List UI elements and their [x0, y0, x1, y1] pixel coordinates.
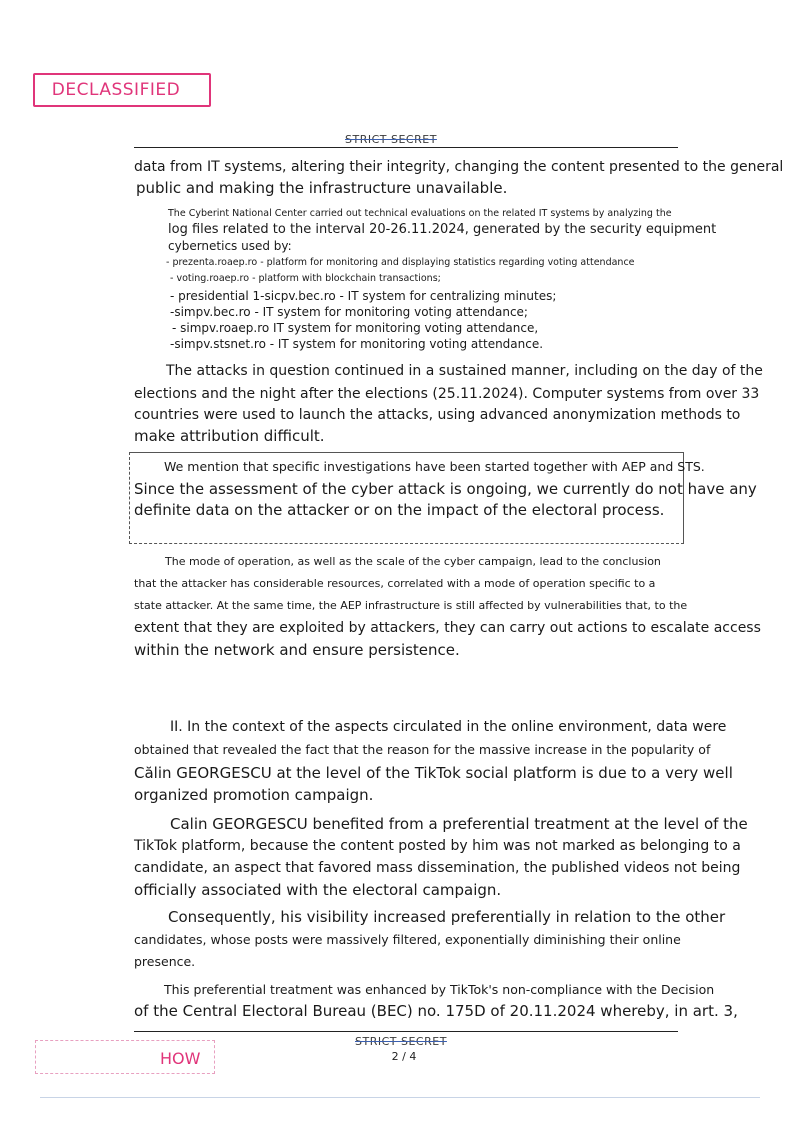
paragraph-line: of the Central Electoral Bureau (BEC) no. 175D of 20.11.2024 whereby, in art. 3, [134, 1002, 738, 1020]
paragraph-line: presence. [134, 954, 196, 969]
paragraph-line: extent that they are exploited by attackers, they can carry out actions to escalate access [134, 620, 761, 636]
paragraph-line: countries were used to launch the attacks, using advanced anonymization methods to [134, 407, 741, 423]
paragraph-line: The attacks in question continued in a sustained manner, including on the day of the [166, 363, 763, 379]
paragraph-line: organized promotion campaign. [134, 786, 374, 804]
paragraph-line: that the attacker has considerable resources, correlated with a mode of operation specific to a [134, 577, 656, 590]
paragraph-line: The mode of operation, as well as the scale of the cyber campaign, lead to the conclusion [165, 555, 661, 568]
list-item: - voting.roaep.ro - platform with blockchain transactions; [170, 273, 441, 284]
footer-classification: STRICT SECRET [355, 1035, 447, 1048]
page-bottom-line [40, 1097, 760, 1098]
list-item: - presidential 1-sicpv.bec.ro - IT system for centralizing minutes; [170, 289, 557, 303]
list-item: - simpv.roaep.ro IT system for monitoring voting attendance, [172, 321, 539, 335]
paragraph-line: within the network and ensure persistence. [134, 641, 460, 659]
paragraph-line: cybernetics used by: [168, 239, 292, 253]
paragraph-line: Călin GEORGESCU at the level of the TikTok social platform is due to a very well [134, 764, 733, 782]
paragraph-line: elections and the night after the elections (25.11.2024). Computer systems from over 33 [134, 386, 760, 402]
paragraph-line: obtained that revealed the fact that the reason for the massive increase in the popularity of [134, 742, 711, 757]
footer-stamp-label: HOW [160, 1049, 201, 1068]
paragraph-line: Calin GEORGESCU benefited from a preferential treatment at the level of the [170, 815, 748, 833]
paragraph-line: We mention that specific investigations have been started together with AEP and STS. [164, 459, 705, 474]
paragraph-line: log files related to the interval 20-26.11.2024, generated by the security equipment [168, 222, 717, 237]
header-rule [134, 147, 678, 148]
paragraph-line: definite data on the attacker or on the impact of the electoral process. [134, 501, 665, 519]
list-item: -simpv.bec.ro - IT system for monitoring voting attendance; [170, 305, 528, 319]
paragraph-line: public and making the infrastructure unavailable. [136, 179, 508, 197]
footer-rule [134, 1031, 678, 1032]
paragraph-line: II. In the context of the aspects circulated in the online environment, data were [170, 719, 727, 735]
list-item: - prezenta.roaep.ro - platform for monitoring and displaying statistics regarding voting attendance [166, 257, 635, 268]
paragraph-line: candidates, whose posts were massively filtered, exponentially diminishing their online [134, 932, 681, 947]
declassified-stamp-label: DECLASSIFIED [51, 80, 181, 100]
paragraph-line: Consequently, his visibility increased preferentially in relation to the other [168, 908, 726, 926]
paragraph-line: officially associated with the electoral campaign. [134, 881, 502, 899]
paragraph-line: candidate, an aspect that favored mass dissemination, the published videos not being [134, 860, 741, 876]
header-classification: STRICT SECRET [345, 133, 437, 146]
declassified-stamp [33, 73, 211, 107]
paragraph-line: This preferential treatment was enhanced by TikTok's non-compliance with the Decision [164, 982, 715, 997]
paragraph-line: Since the assessment of the cyber attack is ongoing, we currently do not have any [134, 480, 757, 498]
page-number: 2 / 4 [391, 1050, 417, 1063]
paragraph-line: The Cyberint National Center carried out technical evaluations on the related IT systems by analyzing the [168, 208, 672, 219]
paragraph-line: data from IT systems, altering their integrity, changing the content presented to the general [134, 159, 784, 175]
list-item: -simpv.stsnet.ro - IT system for monitoring voting attendance. [170, 337, 544, 351]
paragraph-line: TikTok platform, because the content posted by him was not marked as belonging to a [134, 838, 741, 854]
footer-stamp [35, 1040, 215, 1074]
paragraph-line: state attacker. At the same time, the AEP infrastructure is still affected by vulnerabilities that, to the [134, 599, 688, 612]
paragraph-line: make attribution difficult. [134, 427, 325, 445]
